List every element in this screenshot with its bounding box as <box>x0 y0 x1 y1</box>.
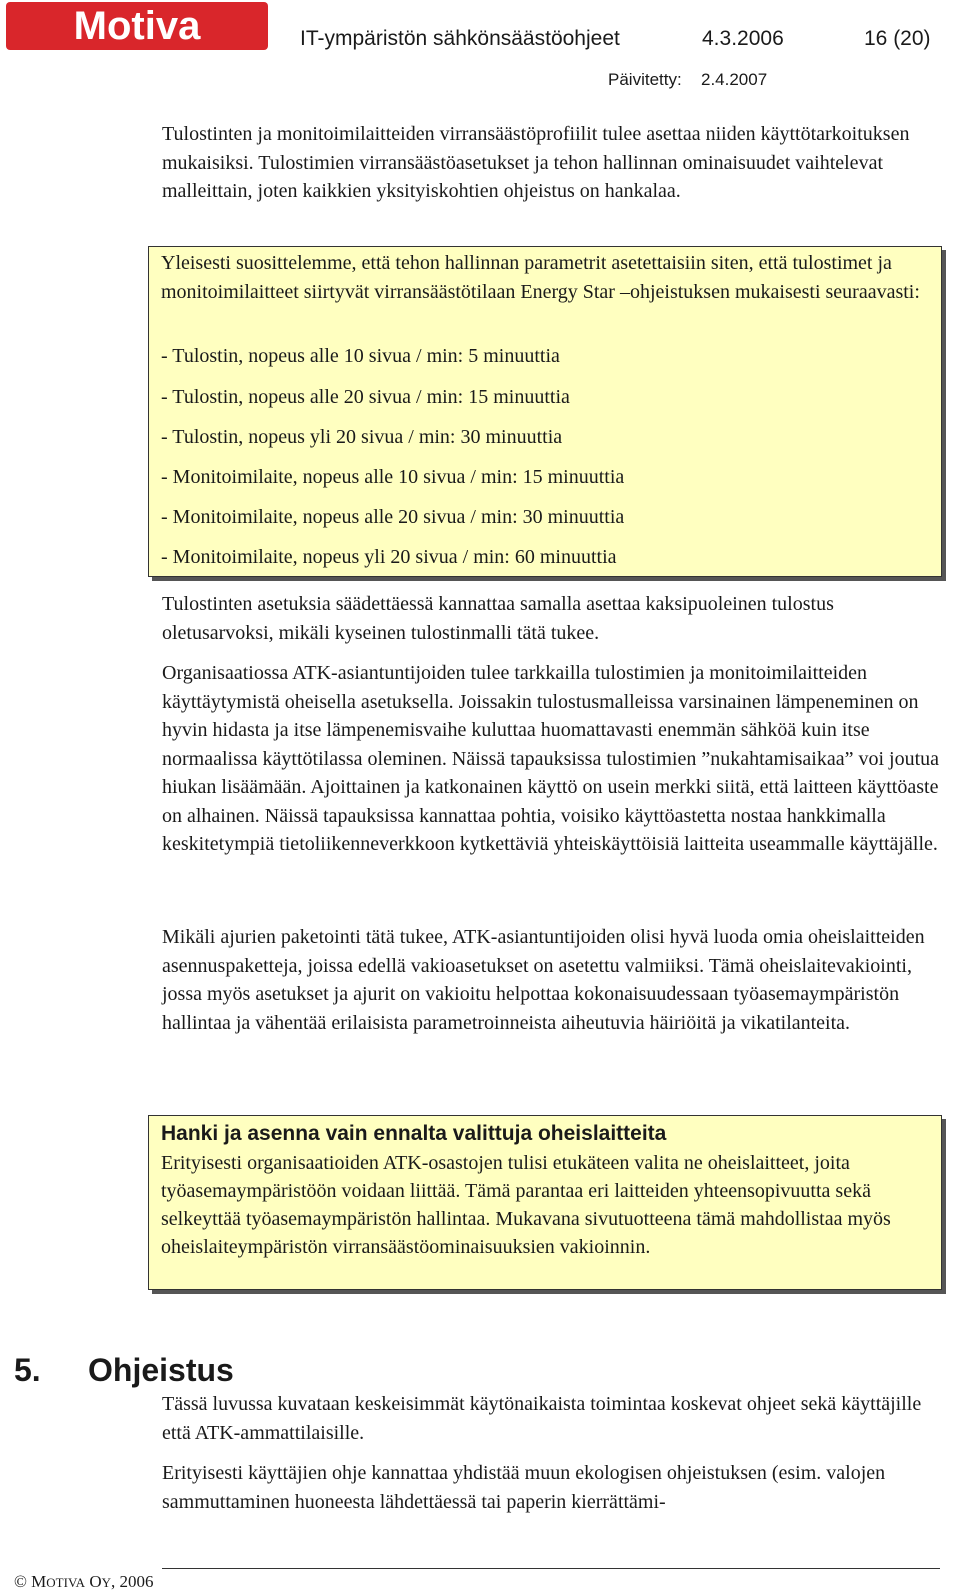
recommendation-item: - Monitoimilaite, nopeus alle 10 sivua / min: 15 minuuttia <box>161 466 625 488</box>
copyright-symbol: © <box>14 1572 27 1591</box>
recommendation-item: - Tulostin, nopeus alle 20 sivua / min: 15 minuuttia <box>161 386 570 408</box>
motiva-logo <box>6 2 268 50</box>
paragraph-user-guidance: Erityisesti käyttäjien ohje kannattaa yhdistää muun ekologisen ohjeistuksen (esim. valojen sammuttaminen huoneesta lähdettäessä tai paperin kierrättämi- <box>162 1462 886 1513</box>
footer-org-suffix-rest: Y <box>101 1575 111 1590</box>
paragraph-duplex: Tulostinten asetuksia säädettäessä kannattaa samalla asettaa kaksipuoleinen tulostus oletusarvoksi, mikäli kyseinen tulostinmalli tätä tukee. <box>162 593 834 644</box>
updated-label: Päivitetty: <box>608 70 682 89</box>
recommendation-item: - Tulostin, nopeus alle 10 sivua / min: 5 minuuttia <box>161 345 560 367</box>
page-number: 16 (20) <box>864 27 931 50</box>
footer-org-initial: M <box>31 1572 47 1591</box>
paragraph-section-intro: Tässä luvussa kuvataan keskeisimmät käytönaikaista toimintaa koskevat ohjeet sekä käyttäjille että ATK-ammattilaisille. <box>162 1393 922 1444</box>
recommendation-item: - Tulostin, nopeus yli 20 sivua / min: 30 minuuttia <box>161 426 563 448</box>
tip-heading: Hanki ja asenna vain ennalta valittuja oheislaitteita <box>161 1122 667 1145</box>
recommendation-item: - Monitoimilaite, nopeus yli 20 sivua / min: 60 minuuttia <box>161 546 617 568</box>
footer-divider <box>162 1568 940 1569</box>
motiva-logo-graphic <box>6 2 268 50</box>
document-date: 4.3.2006 <box>702 27 784 50</box>
recommendation-box <box>148 246 942 577</box>
section-number: 5. <box>14 1352 41 1388</box>
document-title: IT-ympäristön sähkönsäästöohjeet <box>300 27 620 50</box>
recommendation-item: - Monitoimilaite, nopeus alle 20 sivua / min: 30 minuuttia <box>161 506 625 528</box>
footer-year: , 2006 <box>110 1572 154 1591</box>
paragraph-monitoring: Organisaatiossa ATK-asiantuntijoiden tulee tarkkailla tulostimien ja monitoimilaitteiden käyttäytymistä oheisella asetuksella. Joissakin tulostusmalleissa varsinainen lämpeneminen on hyvin hidasta ja itse lämpenemisvaihe kuluttaa huomattavasti enemmän sähköä kuin itse normaalissa käyttötilassa oleminen. Näissä tapauksissa tulostimien ”nukahtamisaikaa” voi joutua hiukan lisäämään. Ajoittainen ja katkonainen käyttö on usein merkki siitä, että laitteen käyttöaste on alhainen. Näissä tapauksissa kannattaa pohtia, voisiko käyttöastetta nostaa hankkimalla keskitetympiä tietoliikenneverkkoon kytkettäviä yhteiskäyttöisiä laitteita useammalle käyttäjälle. <box>162 662 940 855</box>
section-title: Ohjeistus <box>88 1352 234 1388</box>
paragraph-power-profiles: Tulostinten ja monitoimilaitteiden virransäästöprofiilit tulee asettaa niiden käyttötarkoituksen mukaisiksi. Tulostimien virransäästöasetukset ja tehon hallinnan ominaisuudet vaihtelevat malleittain, joten kaikkien yksityiskohtien ohjeistus on hankalaa. <box>162 123 910 202</box>
logo-text: Motiva <box>73 4 201 48</box>
footer-org-suffix-initial: O <box>89 1572 102 1591</box>
updated-date: 2.4.2007 <box>701 70 768 89</box>
footer-copyright <box>14 1572 153 1592</box>
recommendation-intro: Yleisesti suosittelemme, että tehon hallinnan parametrit asetettaisiin siten, että tulostimet ja monitoimilaitteet siirtyvät virransäästötilaan Energy Star –ohjeistuksen mukaisesti seuraavasti: <box>161 252 920 303</box>
tip-text: Erityisesti organisaatioiden ATK-osastojen tulisi etukäteen valita ne oheislaitteet, joita työasemaympäristöön voidaan liittää. Tämä parantaa eri laitteiden yhteensopivuutta sekä selkeyttää työasemaympäristön hallintaa. Mukavana sivutuotteena tämä mahdollistaa myös oheislaiteympäristön virransäästöominaisuuksien vakioinnin. <box>161 1152 891 1258</box>
paragraph-driver-packaging: Mikäli ajurien paketointi tätä tukee, ATK-asiantuntijoiden olisi hyvä luoda omia oheislaitteiden asennuspaketteja, joissa edellä vakioasetukset on asetettu valmiiksi. Tämä oheislaitevakiointi, jossa myös asetukset ja ajurit on vakioitu helpottaa kokonaisuudessaan työasemaympäristön hallintaa ja vähentää erilaisista parametroinneista aiheutuvia häiriöitä ja vikatilanteita. <box>162 926 925 1034</box>
tip-box <box>148 1115 942 1290</box>
footer-org-rest: OTIVA <box>46 1575 86 1590</box>
